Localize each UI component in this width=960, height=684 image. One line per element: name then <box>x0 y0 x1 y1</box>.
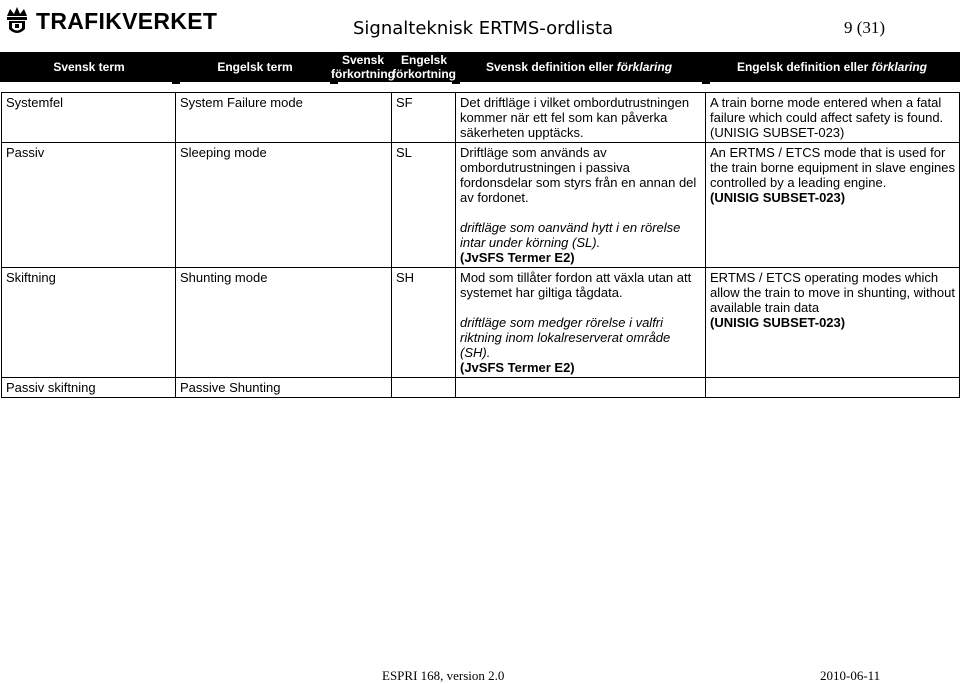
page-number: 9 (31) <box>844 18 886 37</box>
sv-term-cell: Passiv <box>2 143 176 268</box>
header-engelsk-forkortning-line1: Engelsk <box>400 53 448 67</box>
sv-def-text: Mod som tillåter fordon att växla utan att systemet har giltiga tågdata. <box>460 270 692 300</box>
en-def-cell <box>706 268 960 378</box>
header-tick <box>452 82 460 84</box>
header-svensk-term: Svensk term <box>53 60 125 74</box>
abbr-cell <box>392 378 456 398</box>
header-engelsk-forkortning <box>394 52 454 82</box>
header-svensk-definition-italic: förklaring <box>616 60 673 74</box>
en-def-cell <box>706 378 960 398</box>
sv-term-cell: Skiftning <box>2 268 176 378</box>
sv-def-cell <box>456 93 706 143</box>
en-def-text: An ERTMS / ETCS mode that is used for the train borne equipment in slave engines controlled by a leading engine. <box>710 145 955 190</box>
en-ref-text: (UNISIG SUBSET-023) <box>710 190 846 205</box>
abbr-cell: SL <box>392 143 456 268</box>
sv-def-cell <box>456 143 706 268</box>
en-term-cell: Sleeping mode <box>176 143 392 268</box>
en-def-cell <box>706 93 960 143</box>
sv-def-cell <box>456 378 706 398</box>
abbr-cell: SH <box>392 268 456 378</box>
header-svensk-definition <box>454 52 704 82</box>
crown-icon <box>4 5 30 37</box>
sv-term-cell: Systemfel <box>2 93 176 143</box>
sv-def-text: Driftläge som används av ombordutrustningen i passiva fordonsdelar som styrs från en annan del av fordonet. <box>460 145 697 205</box>
table-row <box>2 268 960 378</box>
header-svensk-forkortning-line2: förkortning <box>331 67 395 81</box>
footer-date: 2010-06-11 <box>820 668 881 683</box>
column-header-bar <box>0 52 960 82</box>
en-ref-text: (UNISIG SUBSET-023) <box>710 125 845 140</box>
sv-def-cell <box>456 268 706 378</box>
header-engelsk-forkortning-line2: förkortning <box>392 67 456 81</box>
en-ref-text: (UNISIG SUBSET-023) <box>710 315 846 330</box>
en-term-cell: Shunting mode <box>176 268 392 378</box>
header-svensk-definition-text: Svensk definition eller <box>485 60 617 74</box>
sv-def-secondary: driftläge som medger rörelse i valfri riktning inom lokalreserverat område (SH). <box>460 315 671 360</box>
footer-doc-ref: ESPRI 168, version 2.0 <box>382 668 505 683</box>
trafikverket-logo <box>4 4 217 38</box>
en-term-cell: Passive Shunting <box>176 378 392 398</box>
header-tick <box>172 82 180 84</box>
document-title: Signalteknisk ERTMS-ordlista <box>353 18 614 39</box>
terms-table <box>1 92 960 398</box>
sv-ref-text: (JvSFS Termer E2) <box>460 250 575 265</box>
table-row <box>2 93 960 143</box>
header-engelsk-definition-text: Engelsk definition eller <box>736 60 872 74</box>
header-svensk-forkortning-line1: Svensk <box>341 53 385 67</box>
sv-def-text: Det driftläge i vilket ombordutrustningen kommer när ett fel som kan påverka säkerheten upptäcks. <box>460 95 690 140</box>
header-tick <box>702 82 710 84</box>
en-term-cell: System Failure mode <box>176 93 392 143</box>
en-def-text: A train borne mode entered when a fatal failure which could affect safety is found. <box>710 95 944 125</box>
table-row <box>2 378 960 398</box>
sv-term-cell: Passiv skiftning <box>2 378 176 398</box>
header-tick <box>330 82 338 84</box>
table-row <box>2 143 960 268</box>
header-engelsk-definition-italic: förklaring <box>871 60 928 74</box>
logo-text: TRAFIKVERKET <box>36 7 218 34</box>
en-def-cell <box>706 143 960 268</box>
sv-ref-text: (JvSFS Termer E2) <box>460 360 575 375</box>
header-engelsk-term: Engelsk term <box>217 60 293 74</box>
header-engelsk-definition <box>704 52 960 82</box>
abbr-cell: SF <box>392 93 456 143</box>
sv-def-secondary: driftläge som oanvänd hytt i en rörelse intar under körning (SL). <box>460 220 681 250</box>
en-def-text: ERTMS / ETCS operating modes which allow the train to move in shunting, without available train data <box>710 270 955 315</box>
header-svensk-forkortning <box>332 52 394 82</box>
